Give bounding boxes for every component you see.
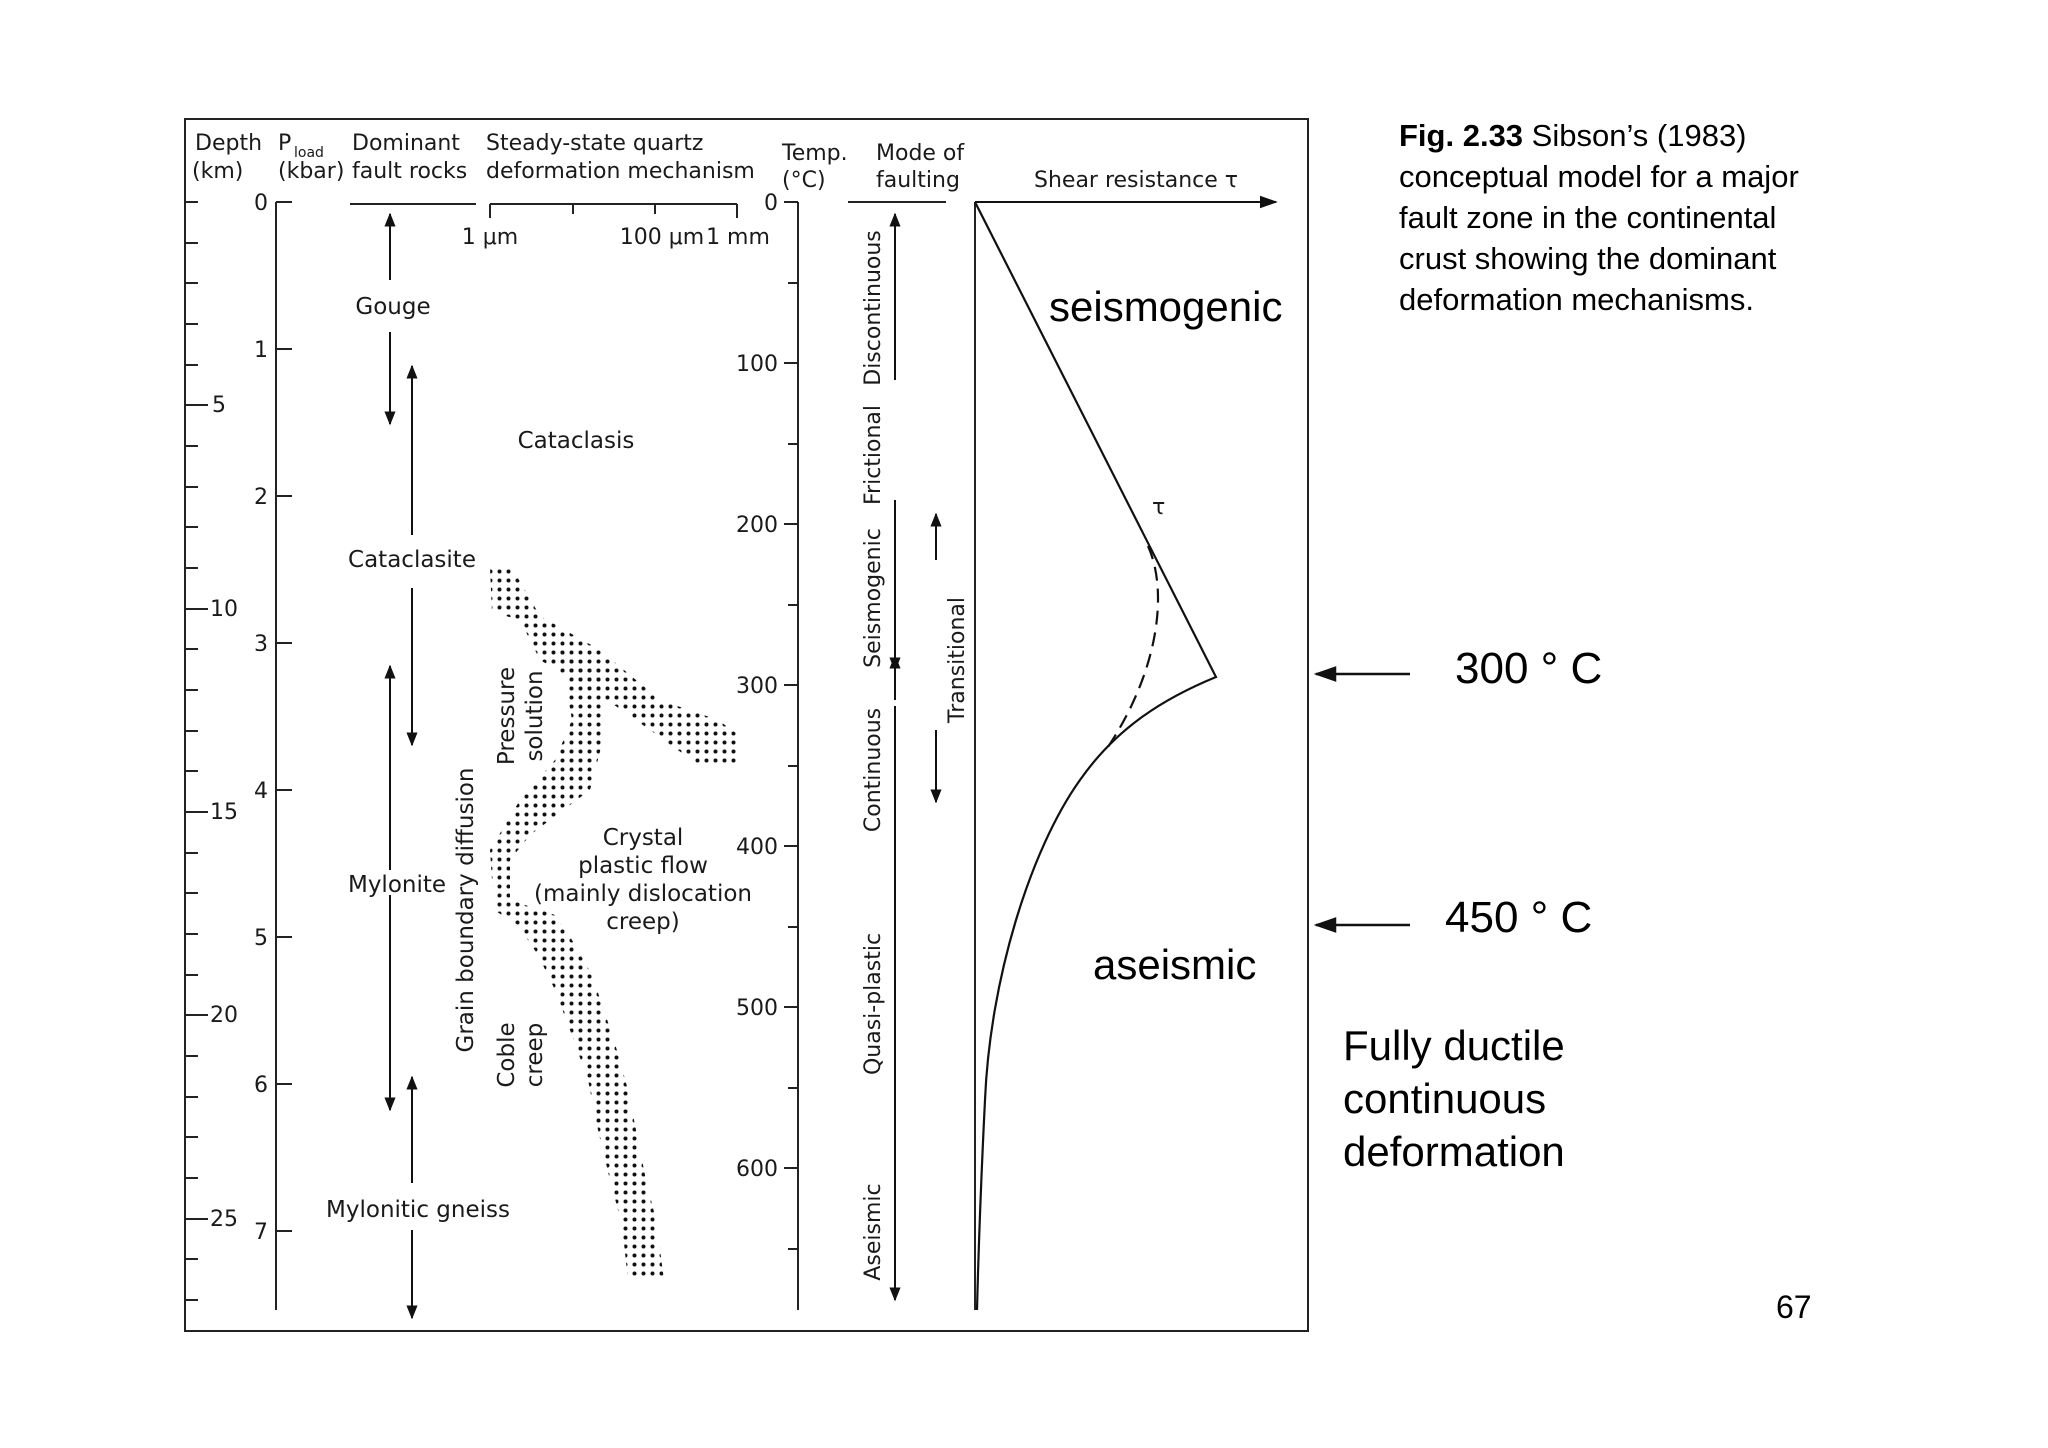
mechanism-grain-boundary-diffusion: Grain boundary diffusion — [453, 767, 479, 1053]
annotation-ductile-line3: deformation — [1343, 1128, 1565, 1175]
fault-rock-mylonite: Mylonite — [347, 872, 447, 898]
tau-label: τ — [1152, 495, 1166, 520]
header-fault-rocks: fault rocks — [352, 159, 468, 184]
shear-resistance-dashed-curve — [1106, 546, 1158, 750]
crystal-plastic-line3: (mainly dislocation — [534, 881, 752, 907]
temp-tick-label: 400 — [736, 835, 778, 860]
mode-continuous: Continuous — [861, 707, 886, 833]
pload-tick-labels — [254, 191, 268, 1245]
grain-size-scale — [490, 204, 737, 218]
figure-caption — [1399, 118, 1799, 317]
header-pload-unit: (kbar) — [278, 159, 345, 184]
caption-line2: conceptual model for a major — [1399, 159, 1799, 194]
depth-tick-label: 25 — [210, 1207, 238, 1232]
pload-tick-label: 3 — [254, 632, 268, 657]
temperature-axis — [784, 202, 798, 1310]
shear-resistance-curve — [975, 202, 1216, 1310]
depth-tick-label: 20 — [210, 1003, 238, 1028]
temp-tick-label: 600 — [736, 1157, 778, 1182]
annotation-seismogenic: seismogenic — [1049, 283, 1283, 330]
grain-size-1um: 1 μm — [461, 225, 519, 250]
pload-tick-label: 4 — [254, 779, 268, 804]
crystal-plastic-line1: Crystal — [602, 825, 684, 851]
header-temp: Temp. — [782, 141, 848, 166]
page-number: 67 — [1776, 1289, 1812, 1325]
header-steady-state: Steady-state quartz — [486, 131, 704, 156]
depth-tick-label: 10 — [210, 597, 238, 622]
mode-seismogenic: Seismogenic — [861, 528, 886, 668]
crystal-plastic-line4: creep) — [606, 909, 680, 935]
annotation-450c: 450 ° C — [1445, 893, 1593, 942]
fault-rock-mylonitic-gneiss: Mylonitic gneiss — [326, 1197, 510, 1223]
annotation-ductile-line1: Fully ductile — [1343, 1022, 1565, 1069]
mode-discontinuous: Discontinuous — [861, 230, 886, 386]
caption-line5: deformation mechanisms. — [1399, 282, 1754, 317]
header-shear-resistance: Shear resistance τ — [1034, 168, 1239, 193]
mode-arrows — [895, 214, 936, 1300]
caption-line1 — [1399, 118, 1747, 153]
pload-tick-label: 1 — [254, 338, 268, 363]
crystal-plastic-line2: plastic flow — [578, 853, 708, 879]
header-dominant: Dominant — [352, 131, 460, 156]
fault-rock-cataclasite: Cataclasite — [348, 547, 476, 573]
mode-labels — [861, 230, 970, 1280]
mechanism-cataclasis: Cataclasis — [517, 428, 635, 454]
temperature-tick-labels — [736, 191, 778, 1182]
header-faulting: faulting — [876, 168, 960, 193]
grain-size-labels — [462, 225, 770, 250]
pload-tick-label: 0 — [254, 191, 268, 216]
mode-quasi-plastic: Quasi-plastic — [861, 932, 886, 1076]
temp-tick-label: 0 — [764, 191, 778, 216]
coble-creep-line2: creep — [522, 1022, 548, 1088]
pressure-solution-line2: solution — [522, 670, 548, 762]
pload-tick-label: 2 — [254, 485, 268, 510]
annotation-300c: 300 ° C — [1455, 644, 1603, 693]
pload-tick-label: 7 — [254, 1220, 268, 1245]
header-deformation-mechanism: deformation mechanism — [486, 159, 755, 184]
depth-tick-label: 5 — [212, 393, 226, 418]
header-depth-unit: (km) — [192, 159, 244, 184]
header-pload: P — [278, 131, 292, 156]
grain-size-100um: 100 μm — [619, 225, 705, 250]
temp-tick-label: 300 — [736, 674, 778, 699]
annotation-ductile-line2: continuous — [1343, 1075, 1547, 1122]
fault-rock-labels — [326, 294, 510, 1223]
depth-tick-label: 15 — [210, 800, 238, 825]
mode-transitional: Transitional — [945, 597, 970, 723]
column-headers — [192, 131, 1238, 193]
header-depth: Depth — [195, 131, 263, 156]
header-mode: Mode of — [876, 141, 965, 166]
slide-annotations — [1049, 283, 1602, 1175]
annotation-aseismic: aseismic — [1093, 941, 1257, 988]
temp-tick-label: 200 — [736, 513, 778, 538]
caption-text-1: Sibson’s (1983) — [1531, 118, 1747, 153]
fault-rock-arrows — [390, 214, 412, 1318]
mechanism-pressure-solution — [494, 667, 548, 765]
mechanism-coble-creep — [494, 1022, 548, 1087]
caption-line3: fault zone in the continental — [1399, 200, 1777, 235]
caption-line4: crust showing the dominant — [1399, 241, 1777, 276]
header-pload-sub: load — [294, 145, 324, 161]
coble-creep-line1: Coble — [494, 1022, 520, 1088]
pload-axis — [276, 202, 292, 1310]
mode-aseismic: Aseismic — [861, 1183, 886, 1281]
temp-tick-label: 500 — [736, 996, 778, 1021]
caption-fig-label: Fig. 2.33 — [1399, 118, 1524, 153]
grain-size-1mm: 1 mm — [706, 225, 770, 250]
pload-tick-label: 6 — [254, 1073, 268, 1098]
depth-axis — [186, 202, 208, 1300]
depth-tick-labels — [210, 393, 238, 1232]
mode-frictional: Frictional — [861, 404, 886, 506]
pressure-solution-line1: Pressure — [494, 666, 520, 766]
header-temp-unit: (°C) — [782, 168, 826, 193]
fault-rock-gouge: Gouge — [355, 294, 431, 320]
pload-tick-label: 5 — [254, 926, 268, 951]
temp-tick-label: 100 — [736, 352, 778, 377]
